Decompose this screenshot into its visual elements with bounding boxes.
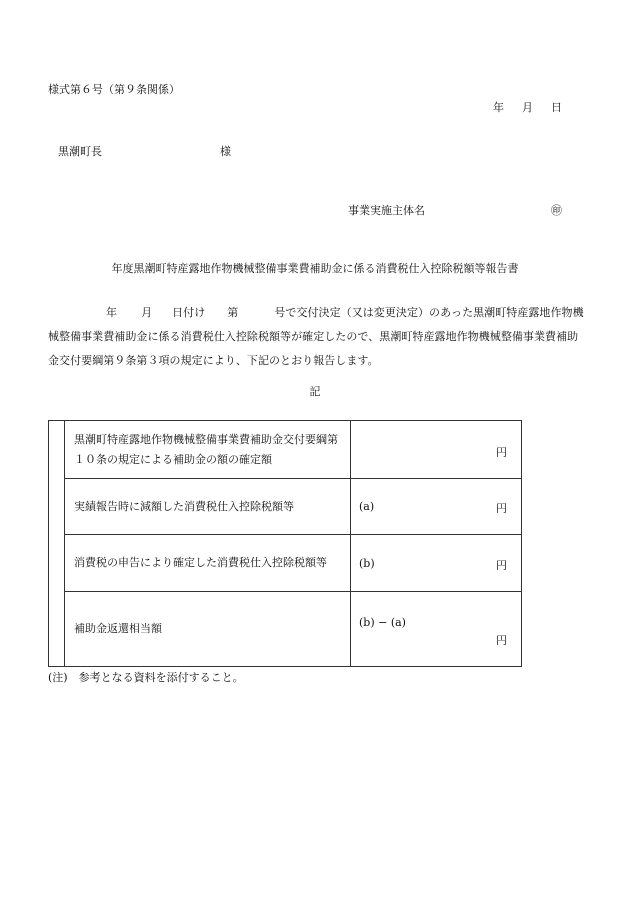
body-dai: 第 — [227, 306, 239, 319]
table-row — [49, 421, 522, 479]
table-row — [49, 535, 522, 592]
row-label: 補助金返還相当額 — [65, 592, 351, 667]
row-value — [351, 421, 522, 479]
row-value — [351, 592, 522, 667]
table-margin-column — [49, 421, 65, 667]
body-month: 月 — [141, 306, 153, 319]
row-label: 消費税の申告により確定した消費税仕入控除税額等 — [65, 535, 351, 592]
row-label: 実績報告時に減額した消費税仕入控除税額等 — [65, 479, 351, 535]
yen-unit: 円 — [496, 446, 507, 459]
row-tag: (a) — [359, 500, 375, 513]
report-table — [48, 420, 522, 667]
body-year: 年 — [106, 306, 118, 319]
body-text: 号で交付決定（又は変更決定）のあった黒潮町特産露地作物機械整備事業費補助金に係る消費税仕入控除税額等が確定したので、黒潮町特産露地作物機械整備事業費補助金交付要綱第９条第３項の規定により、下記のとおり報告します。 — [48, 306, 584, 367]
note: (注) 参考となる資料を添付すること。 — [48, 671, 244, 684]
document-title: 年度黒潮町特産露地作物機械整備事業費補助金に係る消費税仕入控除税額等報告書 — [111, 262, 519, 275]
yen-unit: 円 — [496, 502, 507, 515]
row-value — [351, 535, 522, 592]
applicant-label: 事業実施主体名 — [348, 204, 425, 217]
addressee-honorific: 様 — [220, 145, 231, 158]
addressee — [58, 146, 231, 157]
seal-mark: ㊞ — [551, 204, 562, 217]
form-number: 様式第６号（第９条関係） — [48, 83, 180, 96]
ki-heading: 記 — [309, 385, 321, 398]
date-line — [493, 102, 562, 113]
addressee-name: 黒潮町長 — [58, 145, 102, 158]
row-tag: (b) − (a) — [359, 616, 406, 629]
row-label: 黒潮町特産露地作物機械整備事業費補助金交付要綱第１０条の規定による補助金の額の確定額 — [65, 421, 351, 479]
body-dated: 日付け — [172, 306, 206, 319]
row-value — [351, 479, 522, 535]
body-paragraph — [48, 301, 588, 373]
yen-unit: 円 — [496, 634, 507, 647]
date-year: 年 — [493, 101, 504, 114]
date-day: 日 — [551, 101, 562, 114]
date-month: 月 — [522, 101, 533, 114]
row-tag: (b) — [359, 557, 375, 570]
yen-unit: 円 — [496, 559, 507, 572]
table-row — [49, 479, 522, 535]
table-row — [49, 592, 522, 667]
